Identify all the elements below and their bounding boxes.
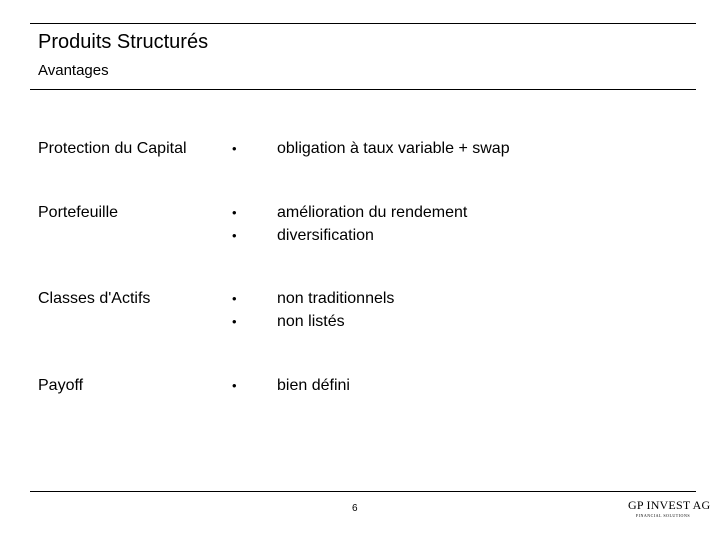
list-item (232, 224, 467, 247)
bullet-icon: • (232, 291, 237, 306)
company-logo (628, 498, 711, 519)
page-number: 6 (352, 503, 358, 514)
logo-name: GP INVEST AG (628, 498, 711, 512)
row-label: Payoff (38, 377, 84, 394)
list-item-text: amélioration du rendement (277, 204, 468, 221)
bullet-icon: • (232, 314, 237, 329)
list-item-text: non traditionnels (277, 290, 395, 307)
footer-divider (30, 491, 696, 492)
header-divider (30, 89, 696, 90)
top-divider (30, 23, 696, 24)
list-item-text: bien défini (277, 377, 350, 394)
row-label: Protection du Capital (38, 140, 187, 157)
list-item (232, 374, 350, 397)
bullet-icon: • (232, 205, 237, 220)
bullet-list (232, 287, 394, 333)
list-item (232, 137, 510, 160)
bullet-icon: • (232, 141, 237, 156)
bullet-list (232, 374, 350, 397)
row-label: Classes d'Actifs (38, 290, 151, 307)
list-item (232, 310, 394, 333)
list-item-text: obligation à taux variable + swap (277, 140, 510, 157)
list-item-text: non listés (277, 313, 345, 330)
bullet-list (232, 137, 510, 160)
page-title: Produits Structurés (38, 31, 209, 53)
row-label: Portefeuille (38, 204, 119, 221)
logo-tagline: FINANCIAL SOLUTIONS (635, 513, 691, 518)
list-item (232, 201, 467, 224)
bullet-icon: • (232, 378, 237, 393)
list-item-text: diversification (277, 227, 374, 244)
page-subtitle: Avantages (38, 62, 109, 79)
list-item (232, 287, 394, 310)
bullet-list (232, 201, 467, 247)
bullet-icon: • (232, 228, 237, 243)
